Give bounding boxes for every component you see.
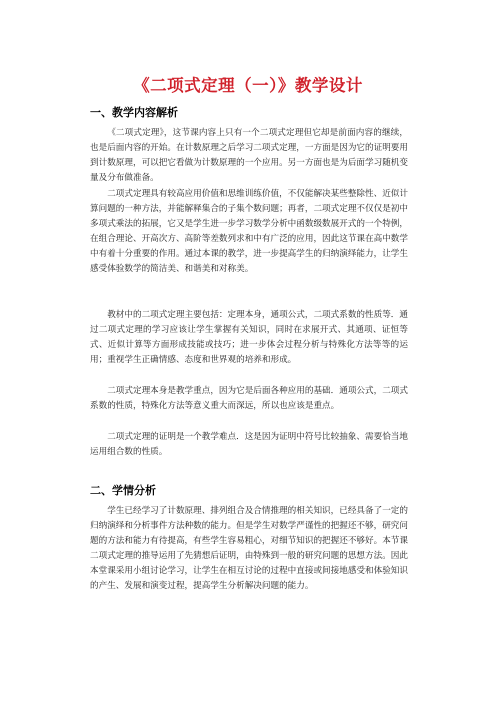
section-heading-learner-analysis: 二、学情分析: [90, 484, 156, 497]
document-title: 《二项式定理（一）》教学设计: [133, 76, 363, 95]
paragraph: 教材中的二项式定理主要包括：定理本身，通项公式，二项式系数的性质等．通过二项式定理的学习应该让学生掌握有关知识，同时在求展开式、其通项、证恒等式、近似计算等方面形成技能或技巧；进一步体会过程分析与特殊化方法等等的运用；重视学生正确情感、态度和世界观的培养和形成。: [90, 310, 408, 365]
paragraph: 学生已经学习了计数原理、排列组合及合情推理的相关知识，已经具备了一定的归纳演绎和分析事件方法种数的能力。但是学生对数学严谨性的把握还不够，研究问题的方法和能力有待提高，有些学生容易粗心，对细节知识的把握还不够好。本节课二项式定理的推导运用了先猜想后证明，由特殊到一般的研究问题的思想方法。因此本堂课采用小组讨论学习，让学生在相互讨论的过程中直接或间接地感受和体验知识的产生、发展和演变过程，提高学生分析解决问题的能力。: [90, 506, 408, 591]
section-heading-content-analysis: 一、教学内容解析: [90, 106, 178, 119]
paragraph: 《二项式定理》，这节课内容上只有一个二项式定理但它却是前面内容的继续，也是后面内容的开始。在计数原理之后学习二项式定理，一方面是因为它的证明要用到计数原理，可以把它看做为计数原理的一个应用。另一方面也是为后面学习随机变量及分布做准备。: [90, 128, 408, 183]
paragraph: 二项式定理具有较高应用价值和思维训练价值，不仅能解决某些整除性、近似计算问题的一种方法，并能解释集合的子集个数问题；再者，二项式定理不仅仅是初中多项式乘法的拓展，它又是学生进一步学习数学分析中函数级数展开式的一个特例，在组合理论、开高次方、高阶等差数列求和中有广泛的应用，因此这节课在高中数学中有着十分重要的作用。通过本课的教学，进一步提高学生的归纳演绎能力，让学生感受体验数学的简洁美、和谐美和对称美。: [90, 189, 408, 274]
paragraph: 二项式定理本身是教学重点，因为它是后面各种应用的基础．通项公式，二项式系数的性质，特殊化方法等意义重大而深远，所以也应该是重点。: [90, 386, 408, 411]
paragraph: 二项式定理的证明是一个教学难点．这是因为证明中符号比较抽象、需要恰当地运用组合数的性质。: [90, 432, 408, 457]
